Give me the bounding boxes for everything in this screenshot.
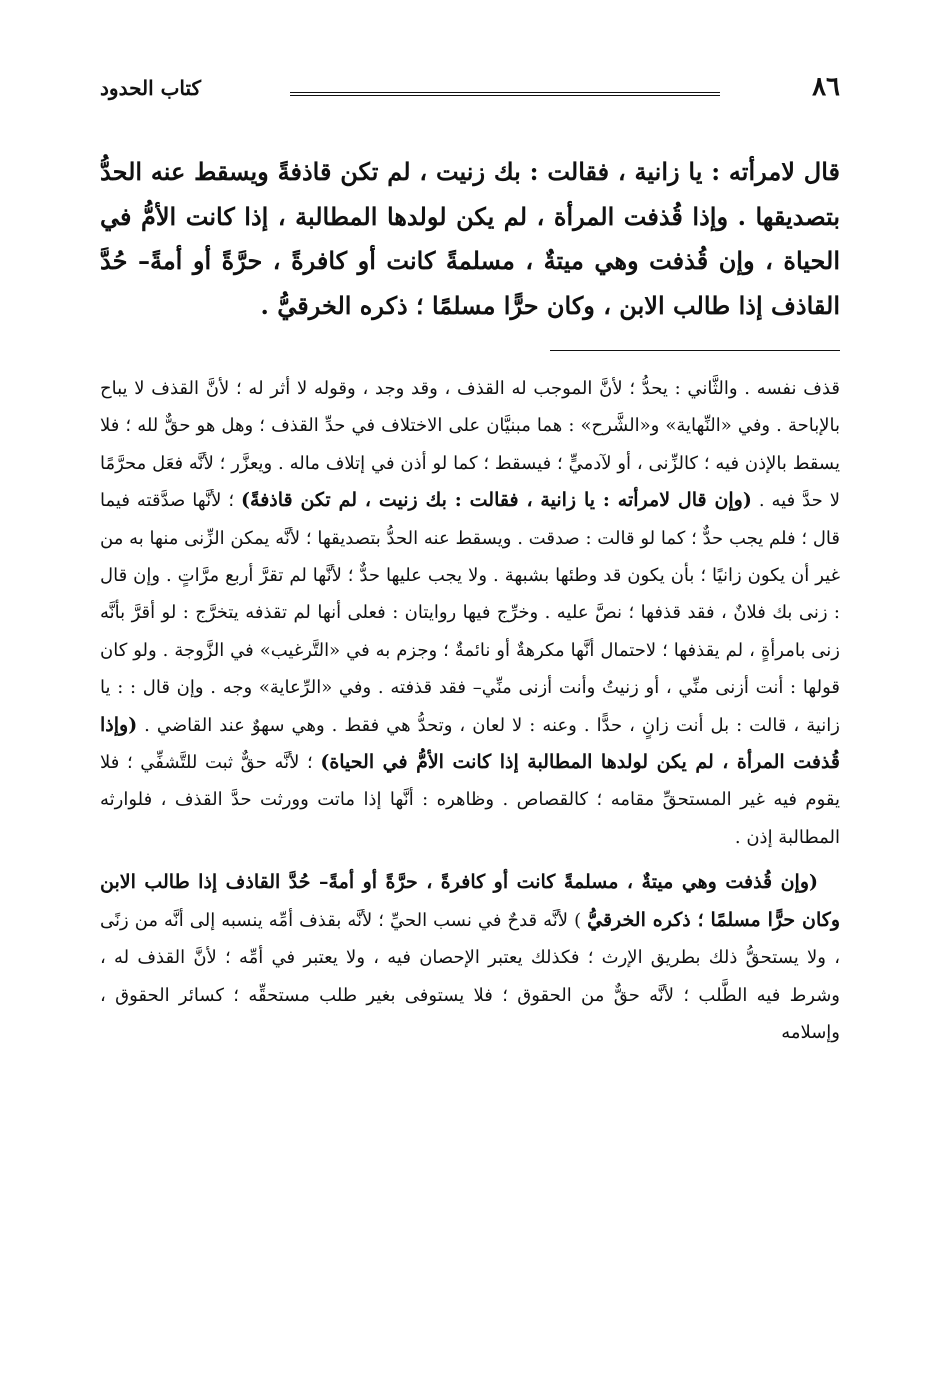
commentary-text-run: ؛ لأنَّه حقٌّ ثبت للتَّشفِّي ؛ فلا يقوم فيه غير المستحقِّ مقامه ؛ كالقصاص . وظاهره : أنَّها إذا ماتت وورثت حدَّ القذف ، فلوارثه المطالبة إذن . [100, 752, 840, 848]
header-rule [290, 92, 720, 96]
commentary-paragraph-1 [100, 370, 840, 856]
quoted-matn: (وإن قُذفت وهي ميتةٌ ، مسلمةً كانت أو كافرةً ، حرَّةً أو أمةً– حُدَّ القاذف إذا طالب الابن وكان حرًّا مسلمًا ؛ ذكره الخرقيُّ [100, 871, 840, 931]
page-header [100, 72, 840, 116]
commentary-text-run: ؛ لأنَّها صدَّقته فيما قال ؛ فلم يجب حدٌّ ؛ كما لو قالت : صدقت . ويسقط عنه الحدُّ بتصديقها ؛ لأنَّه يمكن الزِّنى منها به من غير أن يكون زانيًا ؛ بأن يكون قد وطئها بشبهة . ولا يجب عليها حدٌّ ؛ لأنَّها لم تقرَّ أربع مرَّاتٍ . وإن قال : زنى بك فلانٌ ، فقد قذفها ؛ نصَّ عليه . وخرِّج فيها روايتان : فعلى أنها لم تقذفه يتخرَّج : لو أقرَّ بأنَّه زنى بامرأةٍ ، لم يقذفها ؛ لاحتمال أنَّها مكرهةٌ أو نائمةٌ ؛ وجزم به في «التَّرغيب» في الزَّوجة . ولو كان قولها : أنت أزنى منِّي ، أو زنيتُ وأنت أزنى منِّي– فقد قذفته . وفي «الرِّعاية» وجه . وإن قال : : يا زانية ، قالت : بل أنت زانٍ ، حدًّا . وعنه : لا لعان ، وتحدُّ هي فقط . وهي سهوٌ عند القاضي . [100, 490, 840, 736]
commentary-paragraph-2 [100, 864, 840, 1051]
quoted-matn: (وإذا قُذفت المرأة ، لم يكن لولدها المطالبة إذا كانت الأمُّ في الحياة) [100, 713, 841, 774]
commentary-text-run: ) لأنَّه قدحٌ في نسب الحيِّ ؛ لأنَّه بقذف أمِّه ينسبه إلى أنَّه من زنًى ، ولا يستحقُّ ذلك بطريق الإرث ؛ فكذلك يعتبر الإحصان فيه ، ولا يعتبر في أمِّه ؛ لأنَّ القذف له ، وشرط فيه الطَّلب ؛ لأنَّه حقٌّ من الحقوق ؛ فلا يستوفى بغير طلب مستحقِّه ؛ كسائر الحقوق ، وإسلامه [100, 909, 840, 1043]
commentary-text-run: قذف نفسه . والثَّاني : يحدُّ ؛ لأنَّ الموجب له القذف ، وقد وجد ، وقوله لا أثر له ؛ لأنَّ القذف لا يباح بالإباحة . وفي «النِّهاية» و«الشَّرح» : هما مبنيَّان على الاختلاف في حدِّ القذف ؛ وهل هو حقٌّ لله ؛ فلا يسقط بالإذن فيه ؛ كالزِّنى ، أو لآدميٍّ ؛ فيسقط ؛ كما لو أذن في إتلاف ماله . ويعزَّر ؛ لأنَّه فعَل محرَّمًا لا حدَّ فيه . [100, 378, 840, 512]
quoted-matn: (وإن قال لامرأته : يا زانية ، فقالت : بك زنيت ، لم تكن قاذفةً) [241, 489, 752, 512]
page-number: ٨٦ [812, 72, 840, 102]
separator-rule [550, 350, 840, 351]
commentary-text [100, 370, 840, 1051]
matn-text: قال لامرأته : يا زانية ، فقالت : بك زنيت ، لم تكن قاذفةً ويسقط عنه الحدُّ بتصديقها . وإذا قُذفت المرأة ، لم يكن لولدها المطالبة ، إذا كانت الأمُّ في الحياة ، وإن قُذفت وهي ميتةٌ ، مسلمةً كانت أو كافرةً ، حرَّةً أو أمةً– حُدَّ القاذف إذا طالب الابن ، وكان حرًّا مسلمًا ؛ ذكره الخرقيُّ . [100, 157, 840, 320]
running-title: كتاب الحدود [100, 76, 202, 100]
